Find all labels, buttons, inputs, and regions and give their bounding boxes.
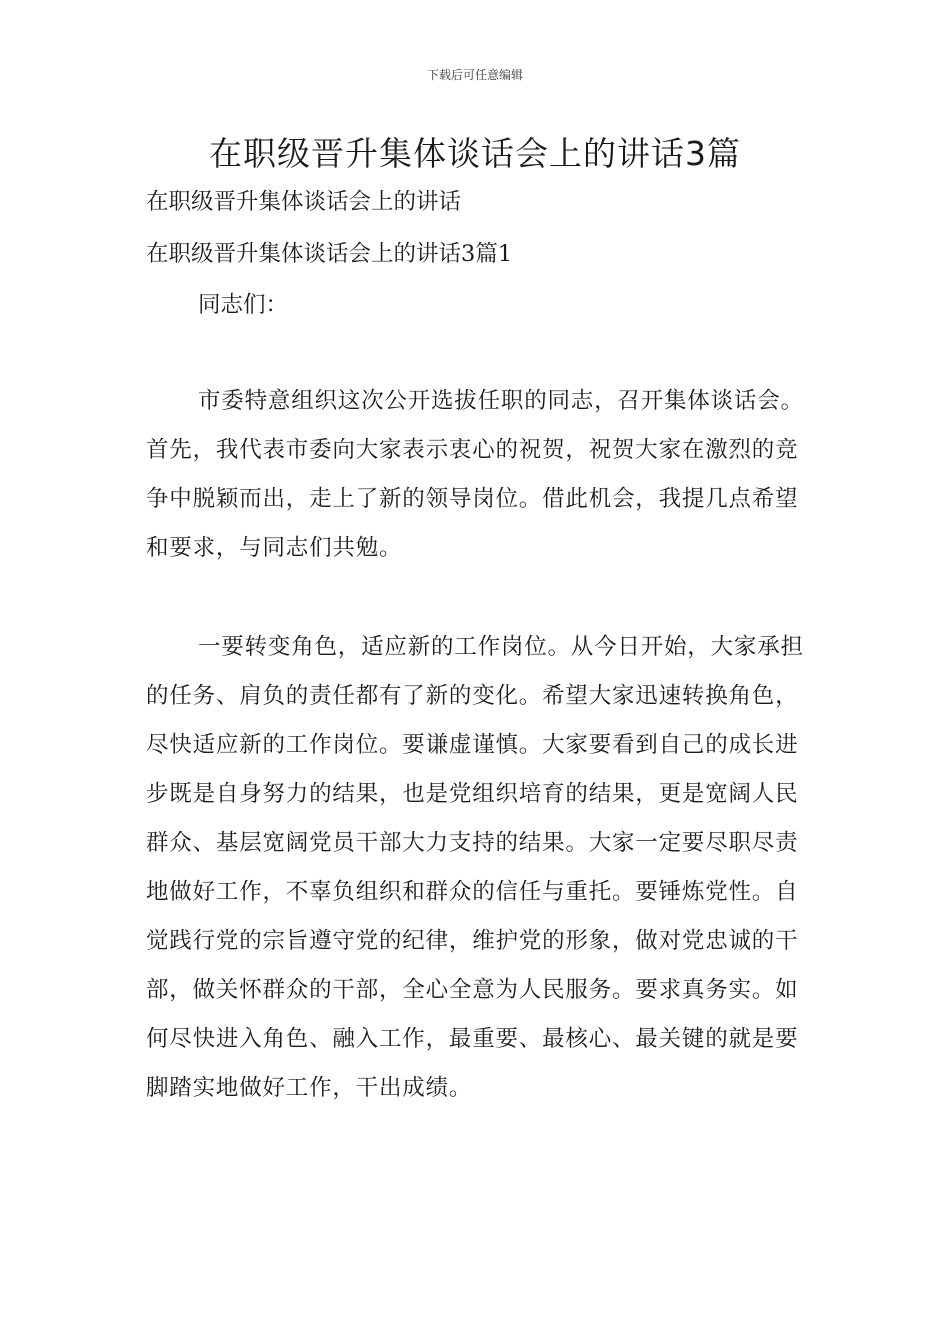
paragraph-2: 一要转变角色，适应新的工作岗位。从今日开始，大家承担的任务、肩负的责任都有了新的变化。希望大家迅速转换角色，尽快适应新的工作岗位。要谦虚谨慎。大家要看到自己的成长进步既是自身努力的结果，也是党组织培育的结果，更是宽阔人民群众、基层宽阔党员干部大力支持的结果。大家一定要尽职尽责地做好工作，不辜负组织和群众的信任与重托。要锤炼党性。自觉践行党的宗旨遵守党的纪律，维护党的形象，做对党忠诚的干部，做关怀群众的干部，全心全意为人民服务。要求真务实。如何尽快进入角色、融入工作，最重要、最核心、最关键的就是要脚踏实地做好工作，干出成绩。 [146, 634, 804, 1101]
document-title: 在职级晋升集体谈话会上的讲话3篇 [209, 134, 741, 173]
header-note: 下载后可任意编辑 [426, 68, 523, 82]
subtitle-line-2: 在职级晋升集体谈话会上的讲话3篇1 [146, 241, 513, 267]
salutation: 同志们： [198, 292, 289, 318]
paragraph-1: 市委特意组织这次公开选拔任职的同志，召开集体谈话会。首先，我代表市委向大家表示衷心的祝贺，祝贺大家在激烈的竞争中脱颖而出，走上了新的领导岗位。借此机会，我提几点希望和要求，与同志们共勉。 [146, 388, 804, 561]
subtitle-line-1: 在职级晋升集体谈话会上的讲话 [146, 189, 462, 215]
